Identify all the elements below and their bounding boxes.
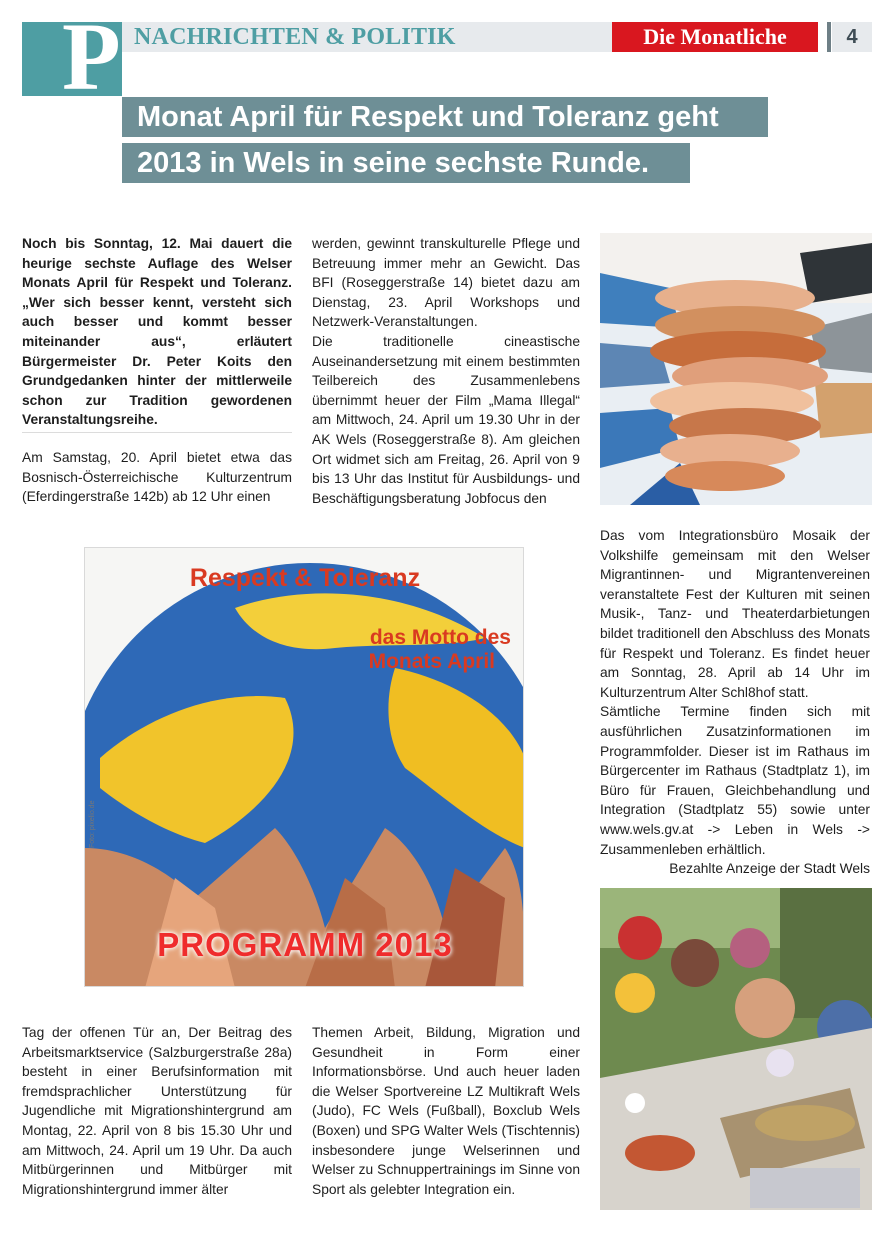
section-letter: P (62, 3, 121, 110)
lead-paragraph: Noch bis Sonntag, 12. Mai dauert die heurige sechste Auflage des Welser Monats April für Respekt und Toleranz. „Wer sich besser kennt, versteht sich auch besser und kommt besser miteinander aus“, erläutert Bürgermeister Dr. Peter Koits den Grundgedanken hinter der mittlerweile schon zur Tradition gewordenen Veranstaltungsreihe. (22, 236, 292, 428)
hands-photo (600, 233, 872, 505)
festival-photo (600, 888, 872, 1210)
body-column-3 (600, 526, 870, 879)
section-title: NACHRICHTEN & POLITIK (134, 24, 456, 50)
ad-credit: Bezahlte Anzeige der Stadt Wels (669, 861, 870, 877)
poster-title: Respekt & Toleranz (189, 564, 421, 592)
body-column-1-top: Am Samstag, 20. April bietet etwa das Bosnisch-Österreichische Kulturzentrum (Eferdingerstraße 142b) ab 12 Uhr einen (22, 450, 292, 505)
poster-photo-credit: Foto: pixelio.de (89, 800, 96, 848)
body-paragraph: werden, gewinnt transkulturelle Pflege und Betreuung immer mehr an Gewicht. Das BFI (Roseggerstraße 14) bietet dazu am Dienstag, 23. April Workshops und Netzwerk-Veranstaltungen. (312, 236, 580, 330)
body-column-1-bottom: Tag der offenen Tür an, Der Beitrag des Arbeitsmarktservice (Salzburgerstraße 28a) besteht in einer Berufsinformation mit fremdsprachlicher Unterstützung für Jugendliche mit Migrationshintergrund am Montag, 22. April von 8 bis 15.30 Uhr und am Mittwoch, 24. April um 19 Uhr. Da auch Mitbürgerinnen und Mitbürger mit Migrationshintergrund immer älter (22, 1025, 292, 1197)
headline-line-1: Monat April für Respekt und Toleranz geht (137, 101, 719, 133)
globe-illustration (85, 548, 524, 987)
program-poster (84, 547, 524, 987)
brand-logo: Die Monatliche (643, 24, 787, 49)
body-paragraph: Das vom Integrationsbüro Mosaik der Volkshilfe gemeinsam mit den Welser Migrantinnen- und Migrantenvereinen veranstaltete Fest der Kulturen mit seinen Musik-, Tanz- und Theaterdarbietungen bildet traditionell den Abschluss des Monats für Respekt und Toleranz. Es findet heuer am Sonntag, 28. April ab 14 Uhr im Kulturzentrum Alter Schl8hof statt. (600, 528, 870, 700)
body-column-2-top (312, 234, 580, 508)
page-number: 4 (846, 26, 858, 48)
page-number-divider (827, 22, 831, 52)
poster-subtitle-line-2: Monats April (368, 650, 495, 673)
body-paragraph: Die traditionelle cineastische Auseinandersetzung mit einem bestimmten Teilbereich des Zusammenlebens übernimmt heuer der Film „Mama Illegal“ am Mittwoch, 24. April um 19.30 Uhr in der AK Wels (Roseggerstraße 8). Am gleichen Ort widmet sich am Freitag, 26. April von 9 bis 13 Uhr das Institut für Ausbildungs- und Beschäftigungsberatung Jobfocus den (312, 333, 580, 506)
headline-line-2: 2013 in Wels in seine sechste Runde. (137, 147, 650, 179)
poster-program-label: PROGRAMM 2013 (157, 926, 453, 963)
poster-subtitle-line-1: das Motto des (369, 626, 511, 649)
body-paragraph: Sämtliche Termine finden sich mit ausführlichen Zusatzinformationen im Programmfolder. Dieser ist im Rathaus im Bürgercenter im Rathaus (Stadtplatz 1), im Büro für Frauen, Gleichbehandlung und Integration (Stadtplatz 55) sowie unter www.wels.gv.at -> Leben in Wels -> Zusammenleben erhältlich. (600, 704, 870, 857)
lead-divider (22, 432, 292, 433)
body-column-2-bottom: Themen Arbeit, Bildung, Migration und Gesundheit in Form einer Informationsbörse. Und auch heuer laden die Welser Sportvereine LZ Multikraft Wels (Judo), FC Wels (Fußball), Boxclub Wels (Boxen) und SPG Walter Wels (Tischtennis) insbesondere junge Welserinnen und Welser zu Schnuppertrainings im Sinne von Sport als gelebter Integration ein. (312, 1025, 580, 1197)
